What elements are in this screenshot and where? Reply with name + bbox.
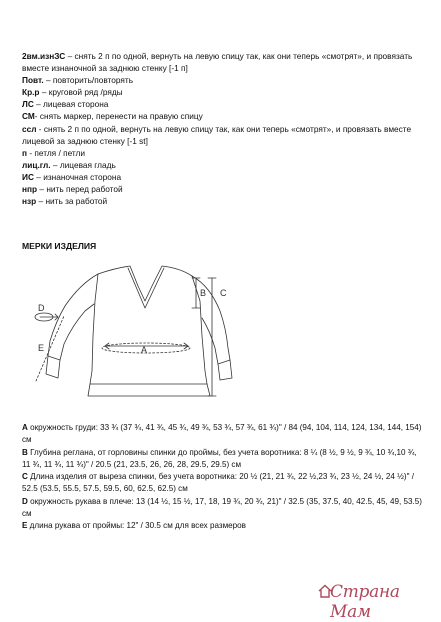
measurements-list: [22, 422, 427, 533]
measure-c-line: [208, 278, 216, 396]
abbreviation-desc: – лицевая гладь: [50, 159, 116, 170]
abbreviation-item: [22, 86, 422, 98]
abbreviation-item: [22, 110, 422, 122]
label-a: A: [141, 345, 148, 355]
measurement-item: [22, 447, 427, 472]
measurement-text: Длина изделия от выреза спинки, без учета воротника: 20 ½ (21, 21 ¾, 22 ½,23 ¾, 23 ½, 24 ½, 24 ½)" / 52.5 (53.5, 55.5, 57.5, 59.5, 60, 62.5, 62.5) см: [22, 472, 414, 494]
abbreviation-desc: - петля / петли: [27, 147, 86, 158]
abbreviation-term: нпр: [22, 184, 38, 195]
abbreviation-item: [22, 171, 422, 183]
abbreviation-desc: – повторить/повторять: [43, 75, 134, 86]
abbreviation-item: [22, 123, 422, 147]
abbreviation-desc: – снять 2 п по одной, вернуть на левую спицу так, как они теперь «смотрят», и провязать вместе изнаночной за заднюю стенку [-1 п]: [22, 51, 413, 74]
abbreviation-desc: – круговой ряд /ряды: [39, 87, 123, 98]
abbreviation-desc: – лицевая сторона: [33, 99, 109, 110]
measurement-item: [22, 496, 427, 521]
abbreviation-term: Повт.: [22, 75, 44, 86]
label-d: D: [38, 303, 45, 313]
measurement-key: D: [22, 496, 28, 506]
measure-d-arrow: [40, 314, 58, 320]
label-c: C: [220, 288, 227, 298]
abbreviation-item: [22, 74, 422, 86]
abbreviation-desc: – нить за работой: [36, 196, 108, 207]
abbreviation-term: Кр.р: [22, 87, 40, 98]
section-title: МЕРКИ ИЗДЕЛИЯ: [22, 241, 97, 251]
abbreviation-item: [22, 183, 422, 195]
abbreviation-item: [22, 159, 422, 171]
abbreviation-desc: - снять 2 п по одной, вернуть на левую спицу так, как они теперь «смотрят», и провязать вместе лицевой за заднюю стенку [-1 st]: [22, 123, 412, 146]
abbreviation-item: [22, 147, 422, 159]
measure-b-line: [192, 278, 200, 308]
measurement-item: [22, 471, 427, 496]
measurement-item: [22, 422, 427, 447]
sweater-outline: [88, 266, 210, 396]
watermark-logo: Страна Мам: [330, 582, 400, 622]
measurement-key: E: [22, 521, 28, 531]
abbreviation-item: [22, 98, 422, 110]
abbreviations-list: [22, 50, 422, 207]
abbreviation-term: СМ: [22, 111, 35, 122]
measurement-key: B: [22, 447, 28, 457]
abbreviation-term: ЛС: [22, 99, 34, 110]
abbreviation-item: [22, 50, 422, 74]
abbreviation-desc: - снять маркер, перенести на правую спицу: [34, 111, 203, 122]
abbreviation-term: п: [22, 147, 28, 158]
measurement-text: Глубина реглана, от горловины спинки до проймы, без учета воротника: 8 ¼ (8 ½, 9 ½, 9 ¾, 10 ¾,10 ¾, 11 ¾, 11 ¾, 11 ¾)" / 20.5 (21, 23.5, 26, 26, 28, 29.5, 29.5) см: [22, 447, 417, 469]
abbreviation-item: [22, 195, 422, 207]
abbreviation-desc: – изнаночная сторона: [33, 171, 122, 182]
measurement-text: длина рукава от проймы: 12" / 30.5 см для всех размеров: [27, 521, 246, 531]
measurement-item: [22, 520, 427, 532]
abbreviation-term: 2вм.изнЗС: [22, 51, 66, 61]
measurement-text: окружность рукава в плече: 13 (14 ½, 15 ½, 17, 18, 19 ¾, 20 ¾, 21)" / 32.5 (35, 37.5, 40, 42.5, 45, 49, 53.5) см: [22, 496, 422, 519]
abbreviation-term: нзр: [22, 196, 37, 207]
abbreviation-term: ИС: [22, 171, 34, 182]
sweater-schematic: [20, 256, 250, 416]
measurement-text: окружность груди: 33 ¾ (37 ¾, 41 ¾, 45 ¾, 49 ¾, 53 ¾, 57 ¾, 61 ¾)" / 84 (94, 104, 114, 124, 134, 144, 154) см: [22, 423, 422, 445]
label-e: E: [38, 343, 45, 353]
measurement-key: A: [22, 423, 28, 432]
label-b: B: [200, 288, 207, 298]
abbreviation-term: лиц.гл.: [22, 159, 51, 170]
measurement-key: C: [22, 472, 28, 482]
abbreviation-term: ссл: [22, 123, 37, 134]
abbreviation-desc: – нить перед работой: [37, 184, 123, 195]
